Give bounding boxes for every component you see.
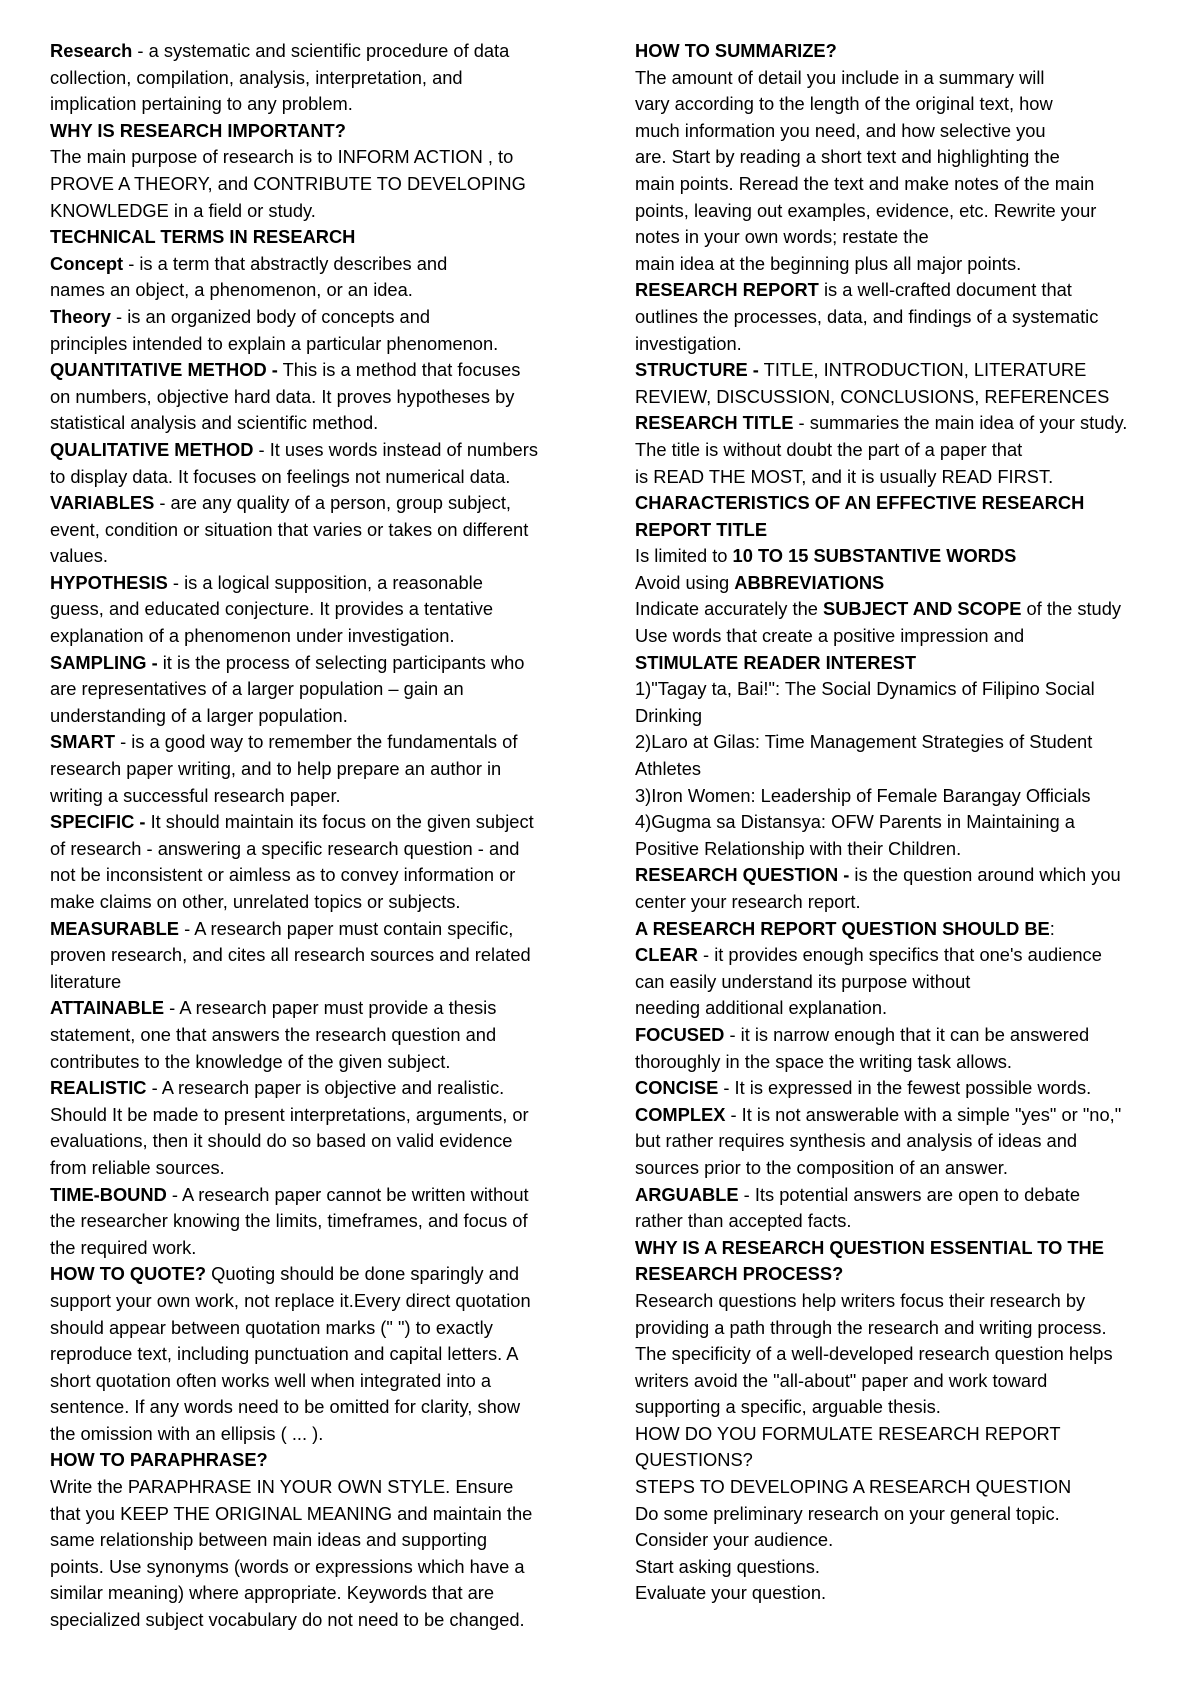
bold-term: RESEARCH TITLE bbox=[635, 412, 794, 434]
text-line bbox=[635, 889, 1187, 916]
bold-term: 10 TO 15 SUBSTANTIVE WORDS bbox=[732, 545, 1017, 567]
text-run: - it is narrow enough that it can be answered bbox=[724, 1023, 1090, 1045]
text-run: needing additional explanation. bbox=[635, 997, 888, 1019]
text-run: Consider your audience. bbox=[635, 1529, 834, 1551]
text-line bbox=[50, 1527, 600, 1554]
text-line bbox=[50, 916, 600, 943]
text-run: the researcher knowing the limits, timeframes, and focus of bbox=[50, 1210, 528, 1232]
bold-term: SMART bbox=[50, 731, 115, 753]
text-line bbox=[50, 38, 600, 65]
bold-term: CHARACTERISTICS OF AN EFFECTIVE RESEARCH bbox=[635, 492, 1085, 514]
text-run: - Its potential answers are open to debate bbox=[738, 1183, 1081, 1205]
text-line bbox=[50, 862, 600, 889]
text-line bbox=[50, 1261, 600, 1288]
text-line bbox=[635, 1261, 1187, 1288]
text-run: are representatives of a larger population – gain an bbox=[50, 678, 464, 700]
text-run: names an object, a phenomenon, or an idea. bbox=[50, 279, 413, 301]
bold-term: COMPLEX bbox=[635, 1103, 726, 1125]
text-line bbox=[635, 410, 1187, 437]
text-run: - is a good way to remember the fundamentals of bbox=[115, 731, 518, 753]
text-line bbox=[635, 836, 1187, 863]
text-line bbox=[635, 703, 1187, 730]
text-run: notes in your own words; restate the bbox=[635, 226, 929, 248]
text-line bbox=[50, 969, 600, 996]
text-line bbox=[50, 1288, 600, 1315]
text-run: on numbers, objective hard data. It proves hypotheses by bbox=[50, 385, 515, 407]
text-line bbox=[50, 1022, 600, 1049]
bold-term: ABBREVIATIONS bbox=[734, 571, 885, 593]
text-run: The amount of detail you include in a summary will bbox=[635, 66, 1045, 88]
text-run: not be inconsistent or aimless as to convey information or bbox=[50, 864, 516, 886]
text-line bbox=[635, 756, 1187, 783]
bold-term: RESEARCH PROCESS? bbox=[635, 1263, 844, 1285]
left-column bbox=[50, 38, 600, 1634]
text-line bbox=[635, 490, 1187, 517]
text-run: literature bbox=[50, 970, 122, 992]
text-line bbox=[635, 171, 1187, 198]
text-run: vary according to the length of the original text, how bbox=[635, 93, 1053, 115]
text-run: - It is expressed in the fewest possible words. bbox=[718, 1077, 1092, 1099]
text-line bbox=[50, 676, 600, 703]
bold-term: ARGUABLE bbox=[635, 1183, 739, 1205]
text-line bbox=[50, 1607, 600, 1634]
text-run: The main purpose of research is to INFORM ACTION , to bbox=[50, 146, 514, 168]
bold-term: TECHNICAL TERMS IN RESEARCH bbox=[50, 226, 356, 248]
text-run: rather than accepted facts. bbox=[635, 1210, 852, 1232]
text-run: KNOWLEDGE in a field or study. bbox=[50, 199, 316, 221]
text-run: PROVE A THEORY, and CONTRIBUTE TO DEVELOPING bbox=[50, 172, 526, 194]
text-line bbox=[50, 517, 600, 544]
text-line bbox=[635, 916, 1187, 943]
text-line bbox=[635, 1288, 1187, 1315]
text-run: points, leaving out examples, evidence, etc. Rewrite your bbox=[635, 199, 1097, 221]
text-run: from reliable sources. bbox=[50, 1156, 225, 1178]
bold-term: FOCUSED bbox=[635, 1023, 725, 1045]
text-run: 2)Laro at Gilas: Time Management Strategies of Student bbox=[635, 731, 1093, 753]
text-line bbox=[50, 331, 600, 358]
text-line bbox=[635, 729, 1187, 756]
text-line bbox=[50, 1182, 600, 1209]
text-line bbox=[635, 623, 1187, 650]
text-run: - is an organized body of concepts and bbox=[110, 305, 431, 327]
bold-term: SAMPLING - bbox=[50, 651, 158, 673]
text-run: 4)Gugma sa Distansya: OFW Parents in Maintaining a bbox=[635, 811, 1075, 833]
text-run: can easily understand its purpose without bbox=[635, 970, 971, 992]
text-run: statement, one that answers the research question and bbox=[50, 1023, 497, 1045]
text-run: the omission with an ellipsis ( ... ). bbox=[50, 1422, 324, 1444]
text-line bbox=[635, 570, 1187, 597]
text-run: - A research paper is objective and realistic. bbox=[146, 1077, 505, 1099]
text-run: points. Use synonyms (words or expressions which have a bbox=[50, 1555, 525, 1577]
text-line bbox=[50, 118, 600, 145]
text-line bbox=[635, 1394, 1187, 1421]
text-line bbox=[635, 251, 1187, 278]
text-run: Athletes bbox=[635, 758, 702, 780]
text-run: investigation. bbox=[635, 332, 742, 354]
bold-term: HYPOTHESIS bbox=[50, 571, 168, 593]
text-run: - A research paper must contain specific, bbox=[179, 917, 514, 939]
bold-term: RESEARCH REPORT bbox=[635, 279, 819, 301]
text-run: explanation of a phenomenon under investigation. bbox=[50, 625, 455, 647]
text-run: reproduce text, including punctuation and capital letters. A bbox=[50, 1343, 519, 1365]
text-run: is the question around which you bbox=[849, 864, 1121, 886]
text-run: Use words that create a positive impression and bbox=[635, 625, 1025, 647]
text-run: Indicate accurately the bbox=[635, 598, 823, 620]
text-line bbox=[635, 942, 1187, 969]
text-run: principles intended to explain a particular phenomenon. bbox=[50, 332, 499, 354]
text-line bbox=[635, 1315, 1187, 1342]
text-run: sentence. If any words need to be omitted for clarity, show bbox=[50, 1396, 521, 1418]
bold-term: WHY IS A RESEARCH QUESTION ESSENTIAL TO THE bbox=[635, 1236, 1104, 1258]
text-run: : bbox=[1049, 917, 1055, 939]
bold-term: A RESEARCH REPORT QUESTION SHOULD BE bbox=[635, 917, 1050, 939]
bold-term: WHY IS RESEARCH IMPORTANT? bbox=[50, 119, 346, 141]
text-line bbox=[635, 144, 1187, 171]
text-line bbox=[50, 1049, 600, 1076]
text-line bbox=[50, 437, 600, 464]
text-line bbox=[635, 1341, 1187, 1368]
text-line bbox=[50, 1208, 600, 1235]
text-line bbox=[50, 384, 600, 411]
text-line bbox=[50, 596, 600, 623]
text-line bbox=[635, 1128, 1187, 1155]
text-line bbox=[635, 1182, 1187, 1209]
text-line bbox=[50, 171, 600, 198]
bold-term: STRUCTURE - bbox=[635, 359, 759, 381]
text-run: guess, and educated conjecture. It provides a tentative bbox=[50, 598, 494, 620]
bold-term: SUBJECT AND SCOPE bbox=[823, 598, 1022, 620]
text-run: This is a method that focuses bbox=[277, 359, 521, 381]
bold-term: CLEAR bbox=[635, 944, 698, 966]
text-run: of research - answering a specific research question - and bbox=[50, 837, 520, 859]
text-line bbox=[50, 1394, 600, 1421]
text-run: the required work. bbox=[50, 1236, 197, 1258]
text-run: to display data. It focuses on feelings not numerical data. bbox=[50, 465, 511, 487]
text-line bbox=[635, 1235, 1187, 1262]
text-run: event, condition or situation that varies or takes on different bbox=[50, 518, 529, 540]
text-run: understanding of a larger population. bbox=[50, 704, 348, 726]
text-run: values. bbox=[50, 545, 108, 567]
bold-term: HOW TO QUOTE? bbox=[50, 1263, 207, 1285]
text-line bbox=[635, 1554, 1187, 1581]
text-run: - a systematic and scientific procedure of data bbox=[132, 40, 510, 61]
bold-term: REALISTIC bbox=[50, 1077, 147, 1099]
text-line bbox=[635, 1155, 1187, 1182]
text-run: proven research, and cites all research sources and related bbox=[50, 944, 531, 966]
text-run: writing a successful research paper. bbox=[50, 784, 341, 806]
text-line bbox=[50, 1315, 600, 1342]
text-line bbox=[50, 198, 600, 225]
text-line bbox=[50, 623, 600, 650]
text-line bbox=[50, 1341, 600, 1368]
text-line bbox=[635, 38, 1187, 65]
text-line bbox=[635, 1022, 1187, 1049]
text-run: supporting a specific, arguable thesis. bbox=[635, 1396, 941, 1418]
text-run: implication pertaining to any problem. bbox=[50, 93, 353, 115]
text-run: much information you need, and how selective you bbox=[635, 119, 1046, 141]
text-line bbox=[50, 277, 600, 304]
text-run: specialized subject vocabulary do not need to be changed. bbox=[50, 1609, 525, 1631]
text-run: center your research report. bbox=[635, 891, 861, 912]
text-line bbox=[635, 862, 1187, 889]
text-line bbox=[50, 1155, 600, 1182]
text-run: research paper writing, and to help prepare an author in bbox=[50, 758, 502, 780]
text-line bbox=[635, 65, 1187, 92]
text-line bbox=[635, 384, 1187, 411]
text-line bbox=[635, 995, 1187, 1022]
text-run: 3)Iron Women: Leadership of Female Barangay Officials bbox=[635, 784, 1091, 806]
bold-term: CONCISE bbox=[635, 1077, 719, 1099]
right-column bbox=[635, 38, 1187, 1607]
text-line bbox=[635, 464, 1187, 491]
text-line bbox=[50, 304, 600, 331]
text-line bbox=[635, 1368, 1187, 1395]
bold-term: HOW TO PARAPHRASE? bbox=[50, 1449, 268, 1471]
text-line bbox=[635, 1075, 1187, 1102]
text-run: it is the process of selecting participants who bbox=[157, 651, 525, 673]
bold-term: MEASURABLE bbox=[50, 917, 179, 939]
text-run: - are any quality of a person, group subject, bbox=[154, 492, 511, 514]
text-line bbox=[50, 650, 600, 677]
bold-term: Theory bbox=[50, 305, 111, 327]
text-line bbox=[50, 144, 600, 171]
text-run: support your own work, not replace it.Every direct quotation bbox=[50, 1289, 531, 1311]
bold-term: Research bbox=[50, 40, 133, 61]
text-line bbox=[635, 543, 1187, 570]
text-line bbox=[50, 783, 600, 810]
text-line bbox=[50, 756, 600, 783]
text-run: - It uses words instead of numbers bbox=[253, 438, 538, 460]
text-line bbox=[50, 942, 600, 969]
text-line bbox=[50, 1501, 600, 1528]
text-run: is READ THE MOST, and it is usually READ FIRST. bbox=[635, 465, 1054, 487]
text-run: but rather requires synthesis and analysis of ideas and bbox=[635, 1130, 1078, 1152]
text-line bbox=[635, 1447, 1187, 1474]
text-line bbox=[635, 198, 1187, 225]
text-run: providing a path through the research and writing process. bbox=[635, 1316, 1107, 1338]
text-run: similar meaning) where appropriate. Keywords that are bbox=[50, 1582, 495, 1604]
text-run: TITLE, INTRODUCTION, LITERATURE bbox=[758, 359, 1087, 381]
text-line bbox=[50, 1447, 600, 1474]
text-run: 1)"Tagay ta, Bai!": The Social Dynamics of Filipino Social bbox=[635, 678, 1095, 700]
text-run: Avoid using bbox=[635, 571, 735, 593]
text-line bbox=[50, 1580, 600, 1607]
text-run: are. Start by reading a short text and highlighting the bbox=[635, 146, 1060, 168]
text-line bbox=[635, 1580, 1187, 1607]
bold-term: ATTAINABLE bbox=[50, 997, 165, 1019]
text-run: make claims on other, unrelated topics or subjects. bbox=[50, 891, 461, 912]
text-run: Quoting should be done sparingly and bbox=[206, 1263, 520, 1285]
bold-term: STIMULATE READER INTEREST bbox=[635, 651, 916, 673]
text-line bbox=[50, 809, 600, 836]
text-run: The specificity of a well-developed research question helps bbox=[635, 1343, 1113, 1365]
text-line bbox=[635, 596, 1187, 623]
text-run: collection, compilation, analysis, interpretation, and bbox=[50, 66, 463, 88]
text-run: - A research paper cannot be written without bbox=[166, 1183, 529, 1205]
text-run: Do some preliminary research on your general topic. bbox=[635, 1502, 1060, 1524]
text-run: REVIEW, DISCUSSION, CONCLUSIONS, REFERENCES bbox=[635, 385, 1110, 407]
text-line bbox=[50, 65, 600, 92]
text-line bbox=[50, 543, 600, 570]
text-line bbox=[635, 91, 1187, 118]
text-run: that you KEEP THE ORIGINAL MEANING and maintain the bbox=[50, 1502, 533, 1524]
text-run: - A research paper must provide a thesis bbox=[164, 997, 497, 1019]
text-run: sources prior to the composition of an answer. bbox=[635, 1156, 1008, 1178]
text-line bbox=[50, 1554, 600, 1581]
bold-term: HOW TO SUMMARIZE? bbox=[635, 40, 837, 61]
text-line bbox=[50, 357, 600, 384]
text-run: short quotation often works well when integrated into a bbox=[50, 1369, 492, 1391]
text-line bbox=[635, 331, 1187, 358]
bold-term: Concept bbox=[50, 252, 124, 274]
text-line bbox=[635, 1049, 1187, 1076]
text-line bbox=[635, 224, 1187, 251]
text-line bbox=[635, 783, 1187, 810]
text-run: same relationship between main ideas and supporting bbox=[50, 1529, 487, 1551]
text-run: evaluations, then it should do so based on valid evidence bbox=[50, 1130, 513, 1152]
text-run: Write the PARAPHRASE IN YOUR OWN STYLE. Ensure bbox=[50, 1476, 514, 1498]
text-run: main points. Reread the text and make notes of the main bbox=[635, 172, 1095, 194]
text-line bbox=[50, 1235, 600, 1262]
bold-term: TIME-BOUND bbox=[50, 1183, 167, 1205]
text-line bbox=[635, 676, 1187, 703]
text-line bbox=[50, 1421, 600, 1448]
text-line bbox=[50, 410, 600, 437]
text-line bbox=[50, 836, 600, 863]
text-line bbox=[635, 1474, 1187, 1501]
text-line bbox=[50, 729, 600, 756]
text-run: - it provides enough specifics that one's audience bbox=[697, 944, 1102, 966]
text-run: statistical analysis and scientific method. bbox=[50, 412, 379, 434]
bold-term: SPECIFIC - bbox=[50, 811, 146, 833]
text-run: STEPS TO DEVELOPING A RESEARCH QUESTION bbox=[635, 1476, 1072, 1498]
bold-term: VARIABLES bbox=[50, 492, 155, 514]
text-run: is a well-crafted document that bbox=[818, 279, 1072, 301]
text-line bbox=[50, 490, 600, 517]
text-run: thoroughly in the space the writing task allows. bbox=[635, 1050, 1012, 1072]
text-line bbox=[50, 1102, 600, 1129]
text-run: Should It be made to present interpretations, arguments, or bbox=[50, 1103, 529, 1125]
text-run: Research questions help writers focus their research by bbox=[635, 1289, 1086, 1311]
bold-term: QUANTITATIVE METHOD - bbox=[50, 359, 278, 381]
text-run: writers avoid the "all-about" paper and work toward bbox=[635, 1369, 1048, 1391]
text-line bbox=[50, 224, 600, 251]
text-line bbox=[50, 1368, 600, 1395]
text-line bbox=[635, 650, 1187, 677]
text-run: Evaluate your question. bbox=[635, 1582, 827, 1604]
text-line bbox=[635, 1208, 1187, 1235]
text-line bbox=[50, 1128, 600, 1155]
text-run: The title is without doubt the part of a paper that bbox=[635, 438, 1023, 460]
text-run: Start asking questions. bbox=[635, 1555, 820, 1577]
text-run: - is a logical supposition, a reasonable bbox=[167, 571, 483, 593]
text-line bbox=[635, 809, 1187, 836]
text-line bbox=[50, 995, 600, 1022]
text-line bbox=[635, 304, 1187, 331]
text-line bbox=[50, 1474, 600, 1501]
text-line bbox=[635, 1501, 1187, 1528]
text-line bbox=[50, 251, 600, 278]
text-line bbox=[635, 118, 1187, 145]
text-line bbox=[50, 1075, 600, 1102]
text-line bbox=[50, 91, 600, 118]
text-line bbox=[50, 464, 600, 491]
text-line bbox=[50, 889, 600, 916]
text-line bbox=[50, 703, 600, 730]
text-run: Is limited to bbox=[635, 545, 733, 567]
text-run: should appear between quotation marks (" ") to exactly bbox=[50, 1316, 493, 1338]
text-line bbox=[635, 1527, 1187, 1554]
text-run: main idea at the beginning plus all major points. bbox=[635, 252, 1022, 274]
text-run: - is a term that abstractly describes and bbox=[123, 252, 448, 274]
text-line bbox=[635, 1421, 1187, 1448]
text-run: It should maintain its focus on the given subject bbox=[145, 811, 534, 833]
text-line bbox=[635, 437, 1187, 464]
text-line bbox=[50, 570, 600, 597]
text-run: QUESTIONS? bbox=[635, 1449, 753, 1471]
text-run: Drinking bbox=[635, 704, 703, 726]
text-run: outlines the processes, data, and findings of a systematic bbox=[635, 305, 1099, 327]
text-line bbox=[635, 357, 1187, 384]
bold-term: QUALITATIVE METHOD bbox=[50, 438, 254, 460]
bold-term: RESEARCH QUESTION - bbox=[635, 864, 850, 886]
text-line bbox=[635, 277, 1187, 304]
text-run: - summaries the main idea of your study. bbox=[793, 412, 1128, 434]
bold-term: REPORT TITLE bbox=[635, 518, 768, 540]
text-run: contributes to the knowledge of the given subject. bbox=[50, 1050, 451, 1072]
text-run: HOW DO YOU FORMULATE RESEARCH REPORT bbox=[635, 1422, 1061, 1444]
text-run: - It is not answerable with a simple "yes" or "no," bbox=[725, 1103, 1122, 1125]
text-run: of the study bbox=[1021, 598, 1122, 620]
text-line bbox=[635, 1102, 1187, 1129]
text-run: Positive Relationship with their Children. bbox=[635, 837, 962, 859]
text-line bbox=[635, 969, 1187, 996]
text-line bbox=[635, 517, 1187, 544]
